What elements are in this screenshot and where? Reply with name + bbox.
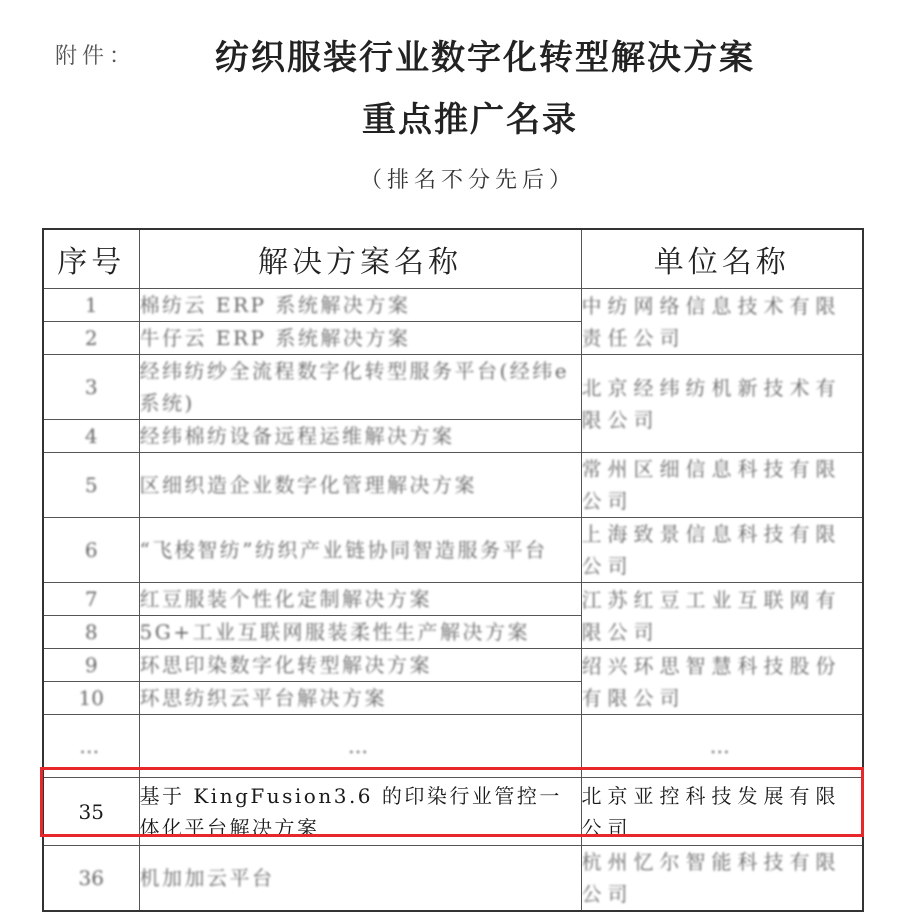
row-solution-name: … — [139, 715, 581, 778]
row-solution-name: 牛仔云 ERP 系统解决方案 — [139, 322, 581, 355]
header-seq: 序号 — [43, 229, 139, 289]
row-unit-name: 绍兴环思智慧科技股份有限公司 — [581, 649, 863, 715]
row-unit-name: 常州区细信息科技有限公司 — [581, 453, 863, 518]
row-seq: 36 — [43, 846, 139, 912]
row-unit-name: 北京经纬纺机新技术有限公司 — [581, 355, 863, 453]
table-row — [43, 649, 863, 682]
table-row — [43, 289, 863, 322]
table-row — [43, 583, 863, 616]
row-solution-name: 棉纺云 ERP 系统解决方案 — [139, 289, 581, 322]
header-solution-name: 解决方案名称 — [139, 229, 581, 289]
row-seq: 2 — [43, 322, 139, 355]
ellipsis-row — [43, 715, 863, 778]
highlighted-row — [43, 778, 863, 846]
row-unit-name: 杭州忆尔智能科技有限公司 — [581, 846, 863, 912]
row-solution-name: 环思印染数字化转型解决方案 — [139, 649, 581, 682]
table-row — [43, 518, 863, 583]
row-solution-name: 基于 KingFusion3.6 的印染行业管控一体化平台解决方案 — [139, 778, 581, 846]
row-seq: 4 — [43, 420, 139, 453]
document-title-line2: 重点推广名录 — [362, 100, 578, 140]
row-seq: 3 — [43, 355, 139, 420]
row-solution-name: 经纬棉纺设备远程运维解决方案 — [139, 420, 581, 453]
row-unit-name: … — [581, 715, 863, 778]
row-solution-name: 经纬纺纱全流程数字化转型服务平台(经纬e系统) — [139, 355, 581, 420]
table-header-row — [43, 229, 863, 289]
row-seq: 5 — [43, 453, 139, 518]
row-unit-name: 北京亚控科技发展有限公司 — [581, 778, 863, 846]
row-seq: 35 — [43, 778, 139, 846]
row-solution-name: 区细织造企业数字化管理解决方案 — [139, 453, 581, 518]
row-unit-name: 中纺网络信息技术有限责任公司 — [581, 289, 863, 355]
row-seq: … — [43, 715, 139, 778]
header-unit-name: 单位名称 — [581, 229, 863, 289]
row-seq: 7 — [43, 583, 139, 616]
row-seq: 10 — [43, 682, 139, 715]
row-solution-name: 环思纺织云平台解决方案 — [139, 682, 581, 715]
row-seq: 6 — [43, 518, 139, 583]
row-seq: 9 — [43, 649, 139, 682]
row-seq: 8 — [43, 616, 139, 649]
row-unit-name: 上海致景信息科技有限公司 — [581, 518, 863, 583]
table-row — [43, 355, 863, 420]
document-title: 纺织服装行业数字化转型解决方案 — [215, 38, 755, 78]
directory-table — [42, 228, 864, 912]
row-seq: 1 — [43, 289, 139, 322]
table-row — [43, 846, 863, 912]
ranking-note: （排名不分先后） — [360, 168, 577, 193]
row-solution-name: 机加加云平台 — [139, 846, 581, 912]
row-solution-name: “飞梭智纺”纺织产业链协同智造服务平台 — [139, 518, 581, 583]
row-solution-name: 红豆服装个性化定制解决方案 — [139, 583, 581, 616]
row-solution-name: 5G+工业互联网服装柔性生产解决方案 — [139, 616, 581, 649]
attachment-note: 附件： — [55, 44, 137, 69]
table-row — [43, 453, 863, 518]
row-unit-name: 江苏红豆工业互联网有限公司 — [581, 583, 863, 649]
